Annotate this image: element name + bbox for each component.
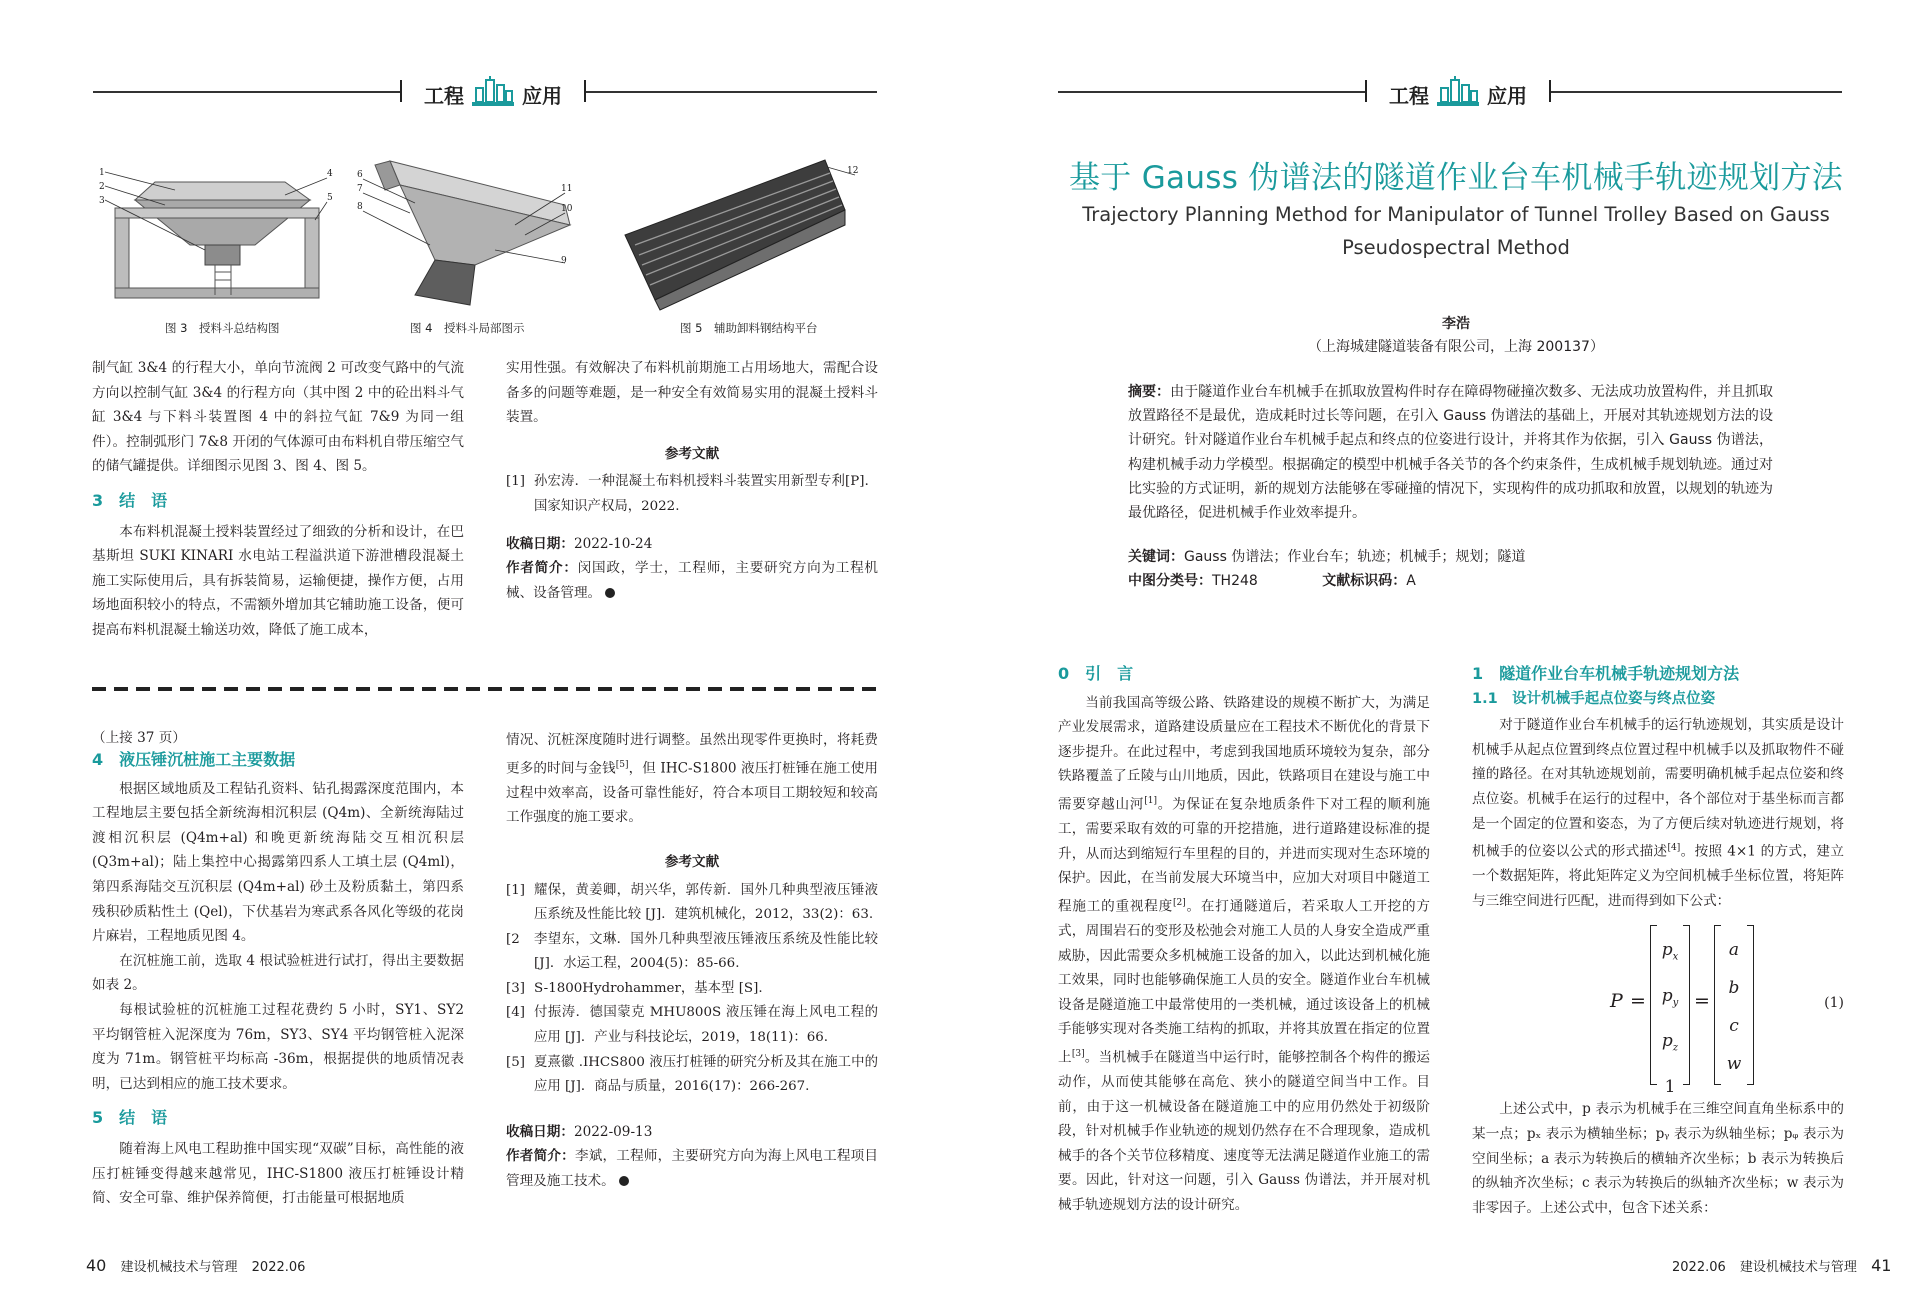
vector-entry: $p_x$: [1661, 940, 1679, 963]
received-label: 收稿日期：: [506, 1123, 574, 1140]
keywords-text: Gauss 伪谱法；作业台车；轨迹；机械手；规划；隧道: [1184, 549, 1526, 565]
issue: 2022.06: [251, 1260, 306, 1275]
reference-list: [506, 879, 878, 1100]
reference-item: [506, 977, 878, 1002]
fig4-label: 9: [561, 256, 567, 266]
reference-number: [1]: [506, 882, 525, 898]
vector-entry: c: [1729, 1016, 1739, 1037]
figure-3: [95, 160, 335, 310]
citation: [2]: [1172, 897, 1186, 908]
paragraph-text: 。当机械手在隧道当中运行时，能够控制各个构件的搬运动作，从而使其能够在高危、狭小的隧道空间当中工作。目前，由于这一机械设备在隧道施工中的应用仍然处于初级阶段，针对机械手作业轨迹的规划仍然存在不合理现象，造成机械手的各个关节位移精度、速度等无法满足隧道作业施工的需要。因此，针对这一问题，引入 Gauss 伪谱法，并开展对机械手轨迹规划方法的设计研究。: [1058, 1049, 1431, 1214]
reference-text: 李望东，文琳．国外几种典型液压锤液压系统及性能比较 [J]．水运工程，2004(5)：85-66.: [534, 931, 878, 972]
reference-text: 夏熹徽 .IHCS800 液压打桩锤的研究分析及其在施工中的应用 [J]．商品与质量，2016(17)：266-267.: [534, 1054, 878, 1095]
article-affiliation: （上海城建隧道装备有限公司，上海 200137）: [1308, 339, 1604, 355]
author-label: 作者简介：: [506, 1148, 575, 1165]
fig3-label: 2: [99, 182, 105, 192]
abstract-label: 摘要：: [1128, 384, 1171, 400]
page-number: 41: [1871, 1256, 1892, 1275]
figure-4: [355, 155, 585, 315]
header-label-a: 工程: [1389, 83, 1429, 108]
paragraph: [1472, 713, 1844, 913]
reference-item: [506, 879, 878, 928]
figure-5-drawing: [615, 155, 865, 315]
paragraph: 上述公式中，p 表示为机械手在三维空间直角坐标系中的某一点；pₓ 表示为横轴坐标；pᵧ 表示为纵轴坐标；pᵩ 表示为空间坐标；a 表示为转换后的横轴齐次坐标；b 表示为转换后的纵轴齐次坐标；c 表示为转换后的纵轴齐次坐标；w 表示为非零因子。上述公式中，包含下述关系：: [1472, 1101, 1844, 1216]
paragraph: 每根试验桩的沉桩施工过程花费约 5 小时，SY1、SY2 平均钢管桩入泥深度为 76m，SY3、SY4 平均钢管桩入泥深度为 71m。钢管桩平均标高 -36m，根据提供的地质情况表明，已达到相应的施工技术要求。: [92, 1001, 464, 1092]
received-date: [506, 1120, 878, 1145]
figure-5-caption: 图 5 辅助卸料钢结构平台: [680, 321, 818, 335]
left-header-badge: [400, 76, 586, 112]
vector-entry: w: [1726, 1054, 1742, 1075]
figure-5: [615, 155, 865, 315]
citation: [5]: [615, 759, 629, 770]
equation-1: [1472, 923, 1844, 1097]
paragraph-text: 。在打通隧道后，若采取人工开挖的方式，周围岩石的变形及松弛会对施工人员的人身安全造成严重威胁，因此需要众多机械施工设备的加入，以此达到机械化施工效果，同时也能够确保施工人员的安全。隧道作业台车机械设备是隧道施工中最常使用的一类机械，通过该设备上的机械手能够实现对各类施工结构的抓取，并将其放置在指定的位置上: [1058, 898, 1431, 1066]
paragraph-text: 当前我国高等级公路、铁路建设的规模不断扩大，为满足产业发展需求，道路建设质量应在工程技术不断优化的背景下逐步提升。在此过程中，考虑到我国地质环境较为复杂，部分铁路覆盖了丘陵与山川地质，因此，铁路项目在建设与施工中需要穿越山河: [1058, 694, 1430, 813]
reference-list: [506, 470, 878, 519]
references-title: 参考文献: [664, 445, 720, 462]
author-bio: [506, 1144, 878, 1193]
abstract: [1128, 380, 1773, 525]
header-label-a: 工程: [424, 83, 464, 108]
received-date: [506, 532, 878, 557]
badge-tick-right: [1549, 80, 1551, 102]
intro-title: 0 引 言: [1058, 664, 1134, 683]
reference-number: [1]: [506, 474, 525, 490]
end-mark-icon: [605, 588, 615, 598]
author-value: 李斌，工程师，主要研究方向为海上风电工程项目管理及施工技术。: [506, 1148, 879, 1190]
fig4-label: 11: [561, 184, 573, 194]
article-separator: [92, 687, 878, 691]
paragraph-text: 对于隧道作业台车机械手的运行轨迹规划，其实质是设计机械手从起点位置到终点位置过程中机械手以及抓取物件不碰撞的路径。在对其轨迹规划前，需要明确机械手起点位姿和终点位姿。机械手在运行的过程中，各个部位对于基坐标而言都是一个固定的位置和姿态，为了方便后续对轨迹进行规划，将机械手的位姿以公式的形式描述: [1472, 717, 1844, 860]
citation: [3]: [1071, 1048, 1085, 1059]
fig5-label: 12: [847, 166, 859, 176]
article-title-en-2: Pseudospectral Method: [1342, 236, 1570, 259]
page-number: 40: [86, 1256, 107, 1275]
vector-entry: $p_z$: [1661, 1031, 1679, 1054]
building-icon: [1435, 76, 1481, 112]
paragraph: 实用性强。有效解决了布料机前期施工占用场地大，需配合设备多的问题等难题，是一种安全有效简易实用的混凝土授料斗装置。: [506, 360, 878, 426]
section-1-title: 1 隧道作业台车机械手轨迹规划方法: [1472, 664, 1740, 683]
abstract-text: 由于隧道作业台车机械手在抓取放置构件时存在障碍物碰撞次数多、无法成功放置构件，并且抓取放置路径不是最优，造成耗时过长等问题，在引入 Gauss 伪谱法的基础上，开展对其轨迹规划方法的设计研究。针对隧道作业台车机械手起点和终点的位姿进行设计，并将其作为依据，引入 Gauss 伪谱法，构建机械手动力学模型。根据确定的模型中机械手各关节的各个约束条件，生成机械手规划轨迹。通过对比实验的方式证明，新的规划方法能够在零碰撞的情况下，实现构件的成功抓取和放置，以规划的轨迹为最优路径，促进机械手作业效率提升。: [1128, 384, 1774, 522]
right-footer: [1672, 1256, 1891, 1275]
paragraph: 根据区域地质及工程钻孔资料、钻孔揭露深度范围内，本工程地层主要包括全新统海相沉积层 (Q4m)、全新统海陆过渡相沉积层 (Q4m+al) 和晚更新统海陆交互相沉积层 (Q3m+al)；陆上集控中心揭露第四系人工填土层 (Q4ml)，第四系海陆交互沉积层 (Q4m+al) 砂土及粉质黏土，第四系残积砂质粘性土 (Qel)，下伏基岩为寒武系各风化等级的花岗片麻岩，工程地质见图 4。: [92, 780, 464, 945]
received-value: 2022-10-24: [573, 535, 653, 552]
equation-lhs: P: [1610, 990, 1623, 1013]
clc-value: TH248: [1212, 573, 1258, 589]
received-label: 收稿日期：: [506, 535, 574, 552]
header-label-b: 应用: [1487, 83, 1527, 108]
article-author: 李浩: [1442, 316, 1470, 332]
paragraph-text: 。为保证在复杂地质条件下对工程的顺利施工，需要采取有效的可靠的开挖措施，进行道路建设标准的提升，从而达到缩短行车里程的目的，并进而实现对生态环境的保护。因此，在当前发展大环境当中，应加大对项目中隧道工程施工的重视程度: [1058, 796, 1431, 915]
author-value: 闵国政，学士，工程师，主要研究方向为工程机械、设备管理。: [506, 560, 879, 601]
reference-number: [2: [506, 931, 520, 947]
reference-number: [3]: [506, 980, 525, 996]
figure-4-drawing: [355, 155, 585, 315]
issue: 2022.06: [1672, 1260, 1726, 1275]
references-title: 参考文献: [664, 853, 720, 870]
vector-p: [1650, 925, 1690, 1097]
journal-name: 建设机械技术与管理: [1739, 1260, 1857, 1275]
right-col1: [1058, 662, 1430, 1218]
right-col2: [1472, 662, 1844, 1220]
vector-homogeneous: [1714, 925, 1754, 1085]
reference-item: [506, 1001, 878, 1050]
left-top-col1: [92, 356, 464, 643]
citation: [1]: [1144, 795, 1157, 806]
left-top-col2: [506, 356, 878, 605]
paragraph: 在沉桩施工前，选取 4 根试验桩进行试打，得出主要数据如表 2。: [92, 952, 464, 994]
doc-code-label: 文献标识码：: [1322, 573, 1407, 589]
header-label-b: 应用: [522, 83, 562, 108]
reference-text: S-1800Hydrohammer，基本型 [S].: [534, 980, 763, 996]
fig4-label: 8: [357, 202, 363, 212]
section-1-1-title: 1.1 设计机械手起点位姿与终点位姿: [1472, 690, 1716, 707]
badge-tick-right: [584, 80, 586, 102]
vector-entry: 1: [1664, 1076, 1676, 1097]
reference-number: [4]: [506, 1005, 525, 1021]
figure-3-drawing: [95, 160, 335, 310]
reference-item: [506, 470, 878, 519]
vector-entry: $p_y$: [1661, 985, 1679, 1009]
fig4-label: 10: [561, 204, 573, 214]
clc-label: 中图分类号：: [1128, 573, 1212, 589]
figure-3-caption: 图 3 授料斗总结构图: [165, 321, 280, 335]
classification: [1128, 569, 1773, 593]
paragraph-text: 情况、沉桩深度随时进行调整。虽然出现零件更换时，将耗费更多的时间与金钱: [506, 732, 878, 777]
paragraph: 本布料机混凝土授料装置经过了细致的分析和设计，在巴基斯坦 SUKI KINARI 水电站工程溢洪道下游泄槽段混凝土施工实际使用后，具有拆装简易，运输便捷，操作方便，占用场地面积较小的特点，不需额外增加其它辅助施工设备，便可提高布料机混凝土输送功效，降低了施工成本，: [92, 523, 464, 638]
fig3-label: 3: [99, 196, 105, 206]
vector-entry: b: [1728, 978, 1740, 999]
section-4-title: 4 液压锤沉桩施工主要数据: [92, 750, 296, 769]
section-3-title: 3 结 语: [92, 490, 168, 510]
citation: [4]: [1667, 843, 1681, 854]
paragraph-text: ，但 IHC-S1800 液压打桩锤在施工使用过程中效率高，设备可靠性能好，符合本项目工期较短和较高工作强度的施工要求。: [506, 760, 878, 826]
end-mark-icon: [619, 1176, 629, 1186]
equals-sign: =: [1694, 990, 1710, 1013]
reference-text: 付振涛．德国蒙克 MHU800S 液压锤在海上风电工程的应用 [J]．产业与科技论坛，2019，18(11)：66.: [534, 1005, 878, 1046]
building-icon: [470, 76, 516, 112]
reference-number: [5]: [506, 1054, 525, 1070]
right-header-badge: [1365, 76, 1551, 112]
equals-sign: =: [1630, 990, 1646, 1013]
reference-text: 孙宏涛．一种混凝土布料机授料斗装置实用新型专利[P]．国家知识产权局，2022.: [534, 474, 878, 514]
section-5-title: 5 结 语: [92, 1108, 168, 1128]
keywords-label: 关键词：: [1128, 549, 1184, 565]
fig4-label: 7: [357, 184, 363, 194]
article-title-cn: 基于 Gauss 伪谱法的隧道作业台车机械手轨迹规划方法: [1068, 160, 1844, 196]
badge-tick-left: [1365, 80, 1367, 102]
paragraph: [506, 728, 878, 830]
fig4-label: 6: [357, 170, 363, 180]
left-bottom-col1: [92, 728, 464, 1211]
article-title-en-1: Trajectory Planning Method for Manipulator of Tunnel Trolley Based on Gauss: [1082, 203, 1830, 226]
reference-item: [506, 1051, 878, 1100]
author-bio: [506, 556, 878, 605]
journal-name: 建设机械技术与管理: [120, 1260, 238, 1275]
equation-number: (1): [1824, 995, 1844, 1012]
left-footer: [86, 1256, 305, 1275]
fig3-label: 4: [327, 169, 333, 179]
fig3-label: 1: [99, 168, 105, 178]
paragraph: [1058, 691, 1430, 1218]
reference-text: 耀保，黄姜卿，胡兴华，郭传新．国外几种典型液压锤液压系统及性能比较 [J]．建筑机械化，2012，33(2)：63.: [534, 882, 878, 923]
vector-entry: a: [1728, 940, 1740, 961]
badge-tick-left: [400, 80, 402, 102]
continued-note: （上接 37 页）: [92, 730, 186, 746]
reference-item: [506, 928, 878, 977]
figure-4-caption: 图 4 授料斗局部图示: [410, 321, 525, 335]
author-label: 作者简介：: [506, 560, 578, 577]
left-bottom-col2: [506, 728, 878, 1194]
keywords: [1128, 545, 1773, 569]
doc-code-value: A: [1406, 573, 1416, 589]
paragraph: 随着海上风电工程助推中国实现“双碳”目标，高性能的液压打桩锤变得越来越常见，IHC-S1800 液压打桩锤设计精简、安全可靠、维护保养简便，打击能量可根据地质: [92, 1140, 464, 1207]
fig3-label: 5: [327, 193, 333, 203]
paragraph-text: 。按照 4×1 的方式，建立一个数据矩阵，将此矩阵定义为空间机械手坐标位置，将矩阵与三维空间进行匹配，进而得到如下公式：: [1472, 843, 1844, 909]
paragraph: 制气缸 3&4 的行程大小，单向节流阀 2 可改变气路中的气流方向以控制气缸 3&4 的行程方向（其中图 2 中的砼出料斗气缸 3&4 与下料斗装置图 4 中的斜拉气缸 7&9 为同一组件）。控制弧形门 7&8 开闭的气体源可由布料机自带压缩空气的储气罐提供。详细图示见图 3、图 4、图 5。: [92, 360, 464, 475]
received-value: 2022-09-13: [573, 1123, 653, 1140]
